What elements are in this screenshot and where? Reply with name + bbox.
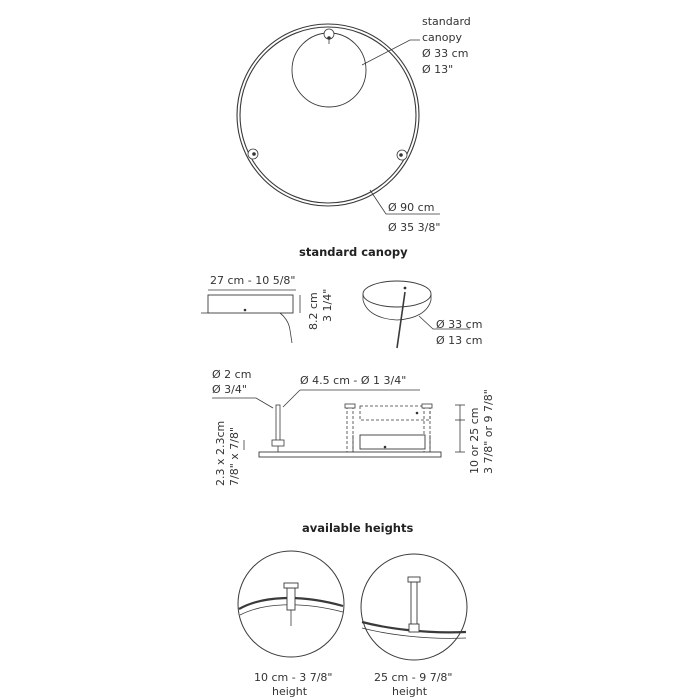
height-option-2-label: 25 cm - 9 7/8" — [374, 671, 453, 684]
canopy-width-label: 27 cm - 10 5/8" — [210, 274, 296, 287]
left-stem — [272, 405, 284, 452]
stem-diameter-label-1: Ø 2 cm — [212, 368, 252, 381]
canopy-section-title: standard canopy — [299, 245, 408, 259]
bracket-label-1: 2.3 x 2.3cm — [214, 420, 227, 486]
top-view — [237, 15, 471, 234]
height-option-1-label: 10 cm - 3 7/8" — [254, 671, 333, 684]
ring-bar — [259, 452, 441, 457]
height-option-label-1: 10 or 25 cm — [468, 407, 481, 474]
height-detail-10cm — [238, 551, 344, 698]
mount-section — [212, 368, 495, 486]
height-option-label-2: 3 7/8" or 9 7/8" — [482, 389, 495, 474]
canopy-perspective-view — [363, 281, 431, 348]
canopy-leader — [362, 40, 420, 65]
canopy-label-4: Ø 13" — [422, 63, 454, 76]
canopy-circle — [292, 33, 366, 107]
canopy-diameter-label-2: Ø 13 cm — [436, 334, 483, 347]
height-option-1-sub: height — [272, 685, 308, 698]
ring-outer — [237, 24, 419, 206]
canopy-label-1: standard — [422, 15, 471, 28]
ring-inner — [240, 27, 416, 203]
canopy-diameter-label-1: Ø 33 cm — [436, 318, 483, 331]
suspension-point-right — [397, 150, 407, 160]
canopy-label-3: Ø 33 cm — [422, 47, 469, 60]
canopy-side-view — [201, 295, 293, 343]
tube-diameter-label: Ø 4.5 cm - Ø 1 3/4" — [300, 374, 407, 387]
ring-label-1: Ø 90 cm — [388, 201, 435, 214]
suspension-point-left — [248, 149, 258, 159]
canopy-height-label-2: 3 1/4" — [321, 288, 334, 322]
stem-diameter-label-2: Ø 3/4" — [212, 383, 247, 396]
height-detail-25cm — [361, 554, 467, 698]
canopy-label-2: canopy — [422, 31, 462, 44]
bracket-label-2: 7/8" x 7/8" — [228, 426, 241, 486]
height-option-2-sub: height — [392, 685, 428, 698]
ring-label-2: Ø 35 3/8" — [388, 221, 441, 234]
suspension-point-top — [324, 29, 334, 44]
heights-section-title: available heights — [302, 521, 414, 535]
canopy-height-label-1: 8.2 cm — [307, 292, 320, 330]
heights-section — [238, 521, 467, 698]
canopy-section — [201, 245, 482, 348]
short-option-canopy — [353, 435, 430, 452]
stem-diameter-leader — [212, 398, 273, 408]
